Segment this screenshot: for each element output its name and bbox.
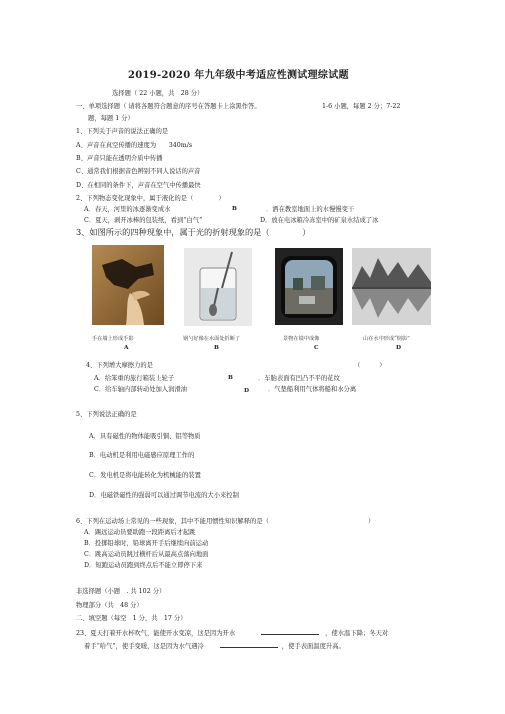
question-23-text-c: 着手“哈气”，使手变暖，这是因为水气遇冷 [84, 643, 204, 650]
part1-instructions-cont: 题，每题 1 分） [88, 115, 134, 122]
question-3-stem: 3、如图所示的四种现象中，属于光的折射现象的是（ ） [76, 227, 311, 237]
question-6-option-b: B．投掷铅球时，铅球离开手后继续向前运动 [84, 540, 209, 547]
photo-caption-a: 手在墙上形成手影 [92, 336, 134, 342]
question-4-option-a: A．给笨重的旅行箱装上轮子 [94, 375, 175, 382]
question-1-stem: 1、下列关于声音的说法正确的是 [76, 128, 169, 135]
photo-caption-c: 景物在镜中成像 [283, 336, 320, 342]
question-5-option-c: C．发电机是将电能转化为机械能的装置 [89, 472, 201, 479]
question-1-option-a: A、声音在真空传播的速度为 340m/s [76, 142, 193, 149]
page-title: 2019-2020 年九年级中考适应性测试理综试题 [128, 70, 349, 81]
question-4-option-d: ．气垫船利用气体将船和水分离 [268, 386, 357, 393]
question-2-option-b-letter: B [232, 206, 237, 212]
question-4-option-b-letter: B [228, 375, 233, 381]
photo-letter-d: D [396, 345, 402, 351]
answer-blank-2[interactable] [220, 641, 278, 648]
spoon-in-water-photo [184, 248, 252, 326]
answer-blank-1[interactable] [261, 628, 319, 635]
section-header: 选择题（ 22 小题，共 28 分） [112, 90, 204, 97]
question-2-option-c: C．夏天，剥开冰棒的包装纸，看到“白气” [84, 217, 203, 224]
question-2-option-d: D．放在电冰箱冷冻室中的矿泉水结成了冰 [260, 217, 379, 224]
part-2-header: 二、填空题（每空 1 分，共 17 分） [76, 615, 187, 622]
mountain-reflection-photo [352, 248, 431, 325]
part1-score: 1-6 小题，每题 2 分；7-22 [322, 103, 401, 110]
question-23-line2 [84, 641, 345, 651]
car-mirror-photo [275, 248, 343, 325]
question-2-option-b: ．洒在教室地面上的水慢慢变干 [266, 206, 355, 213]
photo-letter-c: C [314, 345, 319, 351]
question-4-stem: 4、下列增大摩擦力的是 [86, 362, 153, 369]
question-2-option-a: A．春天，河里的冰逐渐变成水 [84, 206, 171, 213]
photo-caption-b: 钢勺好像在水面处折断了 [183, 336, 241, 342]
photo-letter-b: B [214, 345, 219, 351]
question-6-option-d: D．短跑运动员跑到终点后不能立即停下来 [84, 562, 203, 569]
question-5-option-b: B．电动机是利用电磁感应原理工作的 [89, 452, 195, 459]
question-23-text-a: 23、夏天打着开水杯吹气，能使开水变凉，这是因为开水 [76, 630, 236, 637]
question-1-option-c: C、通常我们根据音色辨别不同人说话的声音 [76, 168, 201, 175]
question-5-option-a: A．具有磁性的物体能吸引铜、铝等物质 [89, 433, 201, 440]
question-4-option-c: C．给车轴内部转动处加入润滑油 [94, 386, 187, 393]
question-6-stem: 6、下列在运动场上常见的一些现象，其中不能用惯性知识解释的是（ [76, 518, 269, 525]
question-23-line1 [76, 628, 388, 638]
question-5-option-d: D．电磁铁磁性的强弱可以通过调节电流的大小来控制 [89, 492, 239, 499]
question-4-option-d-letter: D [244, 388, 250, 394]
question-1-option-d: D、在相同的条件下，声音在空气中传播最快 [76, 182, 201, 189]
question-6-paren: ） [368, 518, 375, 525]
question-23-text-b: ，使水温下降；冬天对 [325, 630, 389, 637]
photo-letter-a: A [124, 345, 129, 351]
part1-instructions: 一、单项选择题（ 请将各题符合题意的序号在答题卡上涂黑作答。 [76, 103, 261, 110]
question-2-stem: 2、下列物态变化现象中，属于液化的是（ ） [76, 195, 225, 202]
question-4-option-b: ．车胎表面有凹凸不平的花纹 [258, 375, 340, 382]
section-2-header: 非选择题（小题 . 共 102 分） [76, 588, 166, 595]
question-4-paren: （ ） [354, 362, 386, 369]
question-6-option-c: C．跳高运动员跳过横杆后从最高点落向地面 [84, 551, 209, 558]
question-5-stem: 5、下列说法正确的是 [76, 411, 137, 418]
hand-shadow-photo [92, 245, 164, 325]
physics-header: 物理部分（共 48 分） [76, 602, 143, 609]
question-23-text-d: ，使手表面温度升高。 [281, 643, 345, 650]
question-6-option-a: A．踢远运动员要助跑一段距离后才起跳 [84, 529, 196, 536]
question-1-option-b: B、声音只能在透明介质中传播 [76, 155, 163, 162]
photo-caption-d: 山在水中形成“倒影” [363, 336, 410, 342]
